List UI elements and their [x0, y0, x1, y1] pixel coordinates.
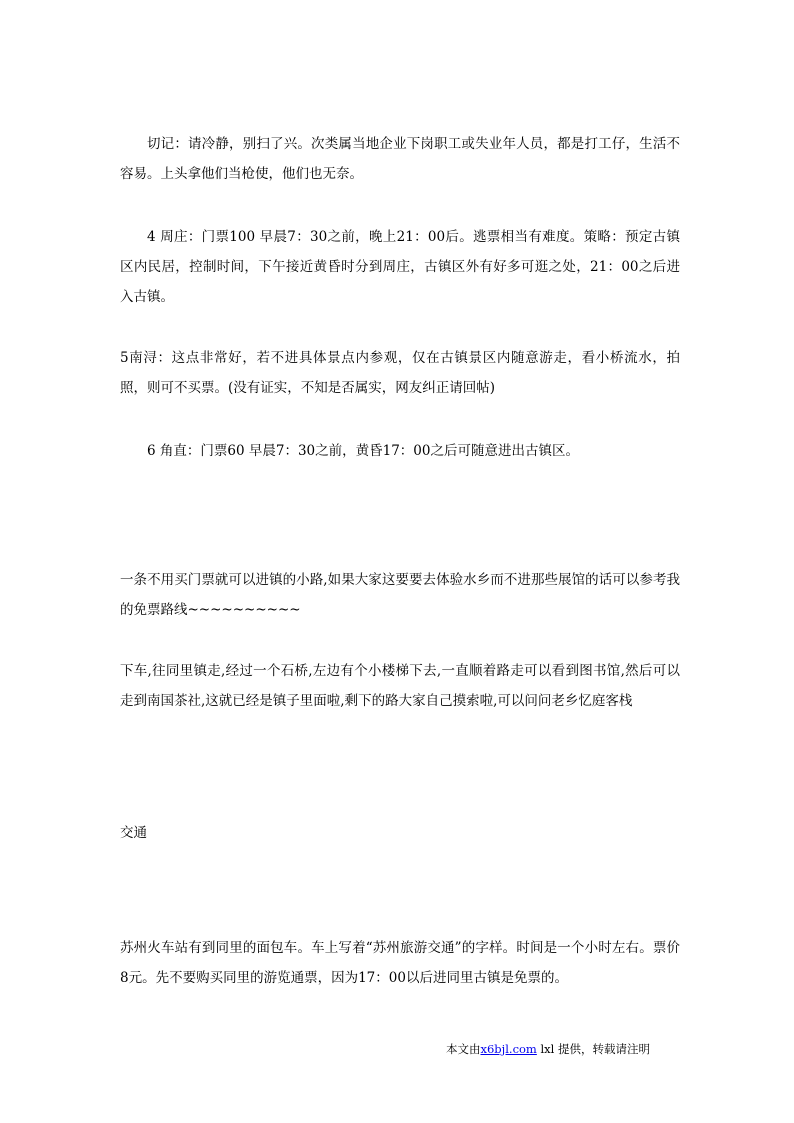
footer-suffix: lxl 提供，转载请注明: [536, 1042, 650, 1056]
source-link[interactable]: x6bjl.com: [480, 1042, 537, 1056]
paragraph-zhouzhuang: 4 周庄：门票100 早晨7：30之前，晚上21：00后。逃票相当有难度。策略：预定古镇区内民居，控制时间，下午接近黄昏时分到周庄，古镇区外有好多可逛之处，21：00之后进入古镇。: [120, 229, 680, 305]
section-heading-transport: 交通: [120, 825, 147, 841]
footer-prefix: 本文由: [446, 1042, 481, 1056]
paragraph-transport: 苏州火车站有到同里的面包车。车上写着“苏州旅游交通”的字样。时间是一个小时左右。票价8元。先不要购买同里的游览通票，因为17：00以后进同里古镇是免票的。: [120, 940, 680, 986]
paragraph-caution: 切记：请冷静，别扫了兴。次类属当地企业下岗职工或失业年人员，都是打工仔，生活不容易。上头拿他们当枪使，他们也无奈。: [120, 136, 680, 182]
footer-credit: [446, 1041, 650, 1057]
paragraph-nanxun: 5南浔：这点非常好，若不进具体景点内参观，仅在古镇景区内随意游走，看小桥流水，拍照，则可不买票。(没有证实，不知是否属实，网友纠正请回帖): [120, 350, 680, 396]
paragraph-jiaozhi: 6 角直：门票60 早晨7：30之前，黄昏17：00之后可随意进出古镇区。: [147, 443, 579, 459]
paragraph-directions: 下车,往同里镇走,经过一个石桥,左边有个小楼梯下去,一直顺着路走可以看到图书馆,然后可以走到南国茶社,这就已经是镇子里面啦,剩下的路大家自己摸索啦,可以问问老乡忆庭客栈: [120, 663, 680, 709]
paragraph-free-route: 一条不用买门票就可以进镇的小路,如果大家这要要去体验水乡而不进那些展馆的话可以参考我的免票路线~~~~~~~~~~: [120, 572, 680, 618]
